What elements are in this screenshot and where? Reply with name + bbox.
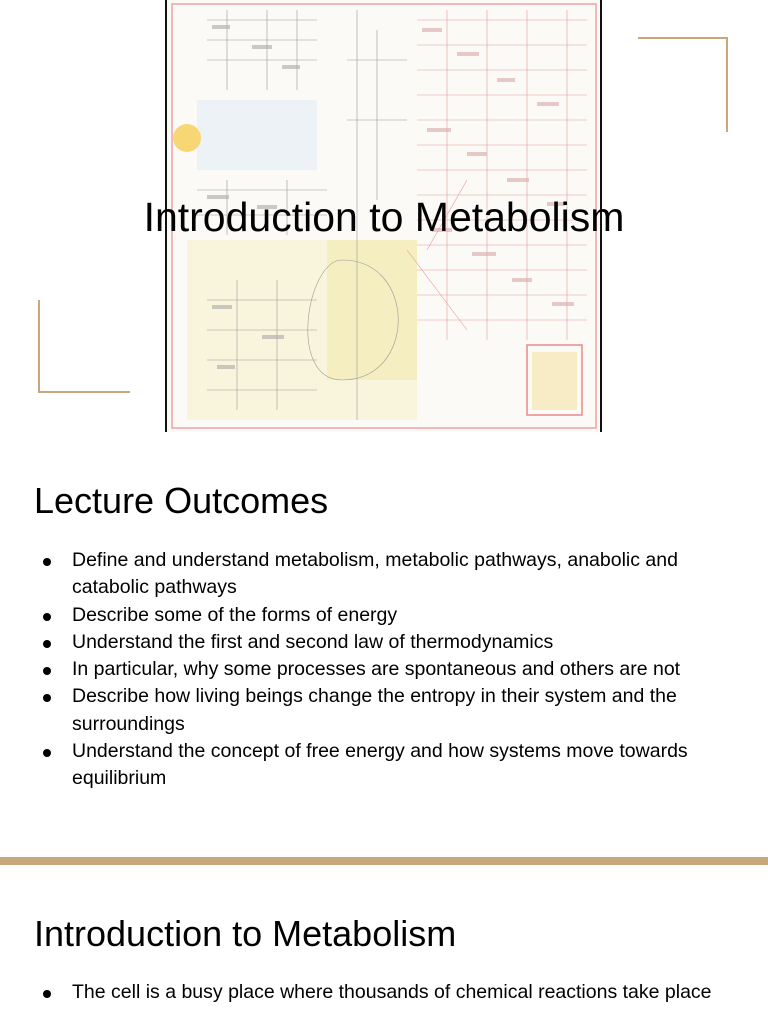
list-item: Describe some of the forms of energy bbox=[0, 602, 768, 629]
slide-title: Introduction to Metabolism bbox=[143, 194, 625, 240]
bullet-icon bbox=[43, 749, 51, 757]
decorative-corner-bottom-left bbox=[38, 300, 130, 393]
bullet-icon bbox=[43, 558, 51, 566]
slide-heading: Lecture Outcomes bbox=[34, 480, 329, 521]
list-item: Understand the concept of free energy and how systems move towards equilibrium bbox=[0, 738, 768, 793]
slide-heading: Introduction to Metabolism bbox=[34, 913, 457, 954]
bullet-icon bbox=[43, 990, 51, 998]
list-item: Understand the first and second law of thermodynamics bbox=[0, 629, 768, 656]
bullet-icon bbox=[43, 613, 51, 621]
title-slide bbox=[0, 0, 768, 432]
intro-metabolism-slide bbox=[0, 865, 768, 1024]
intro-list bbox=[0, 979, 768, 1006]
list-item: Describe how living beings change the entropy in their system and the surroundings bbox=[0, 683, 768, 738]
bullet-icon bbox=[43, 667, 51, 675]
outcomes-list bbox=[0, 547, 768, 793]
lecture-outcomes-slide bbox=[0, 432, 768, 858]
slide-divider bbox=[0, 857, 768, 865]
list-item: In particular, why some processes are spontaneous and others are not bbox=[0, 656, 768, 683]
decorative-corner-top-right bbox=[638, 37, 728, 132]
list-item: Define and understand metabolism, metabolic pathways, anabolic and catabolic pathways bbox=[0, 547, 768, 602]
list-item: The cell is a busy place where thousands of chemical reactions take place bbox=[0, 979, 768, 1006]
bullet-icon bbox=[43, 640, 51, 648]
bullet-icon bbox=[43, 694, 51, 702]
